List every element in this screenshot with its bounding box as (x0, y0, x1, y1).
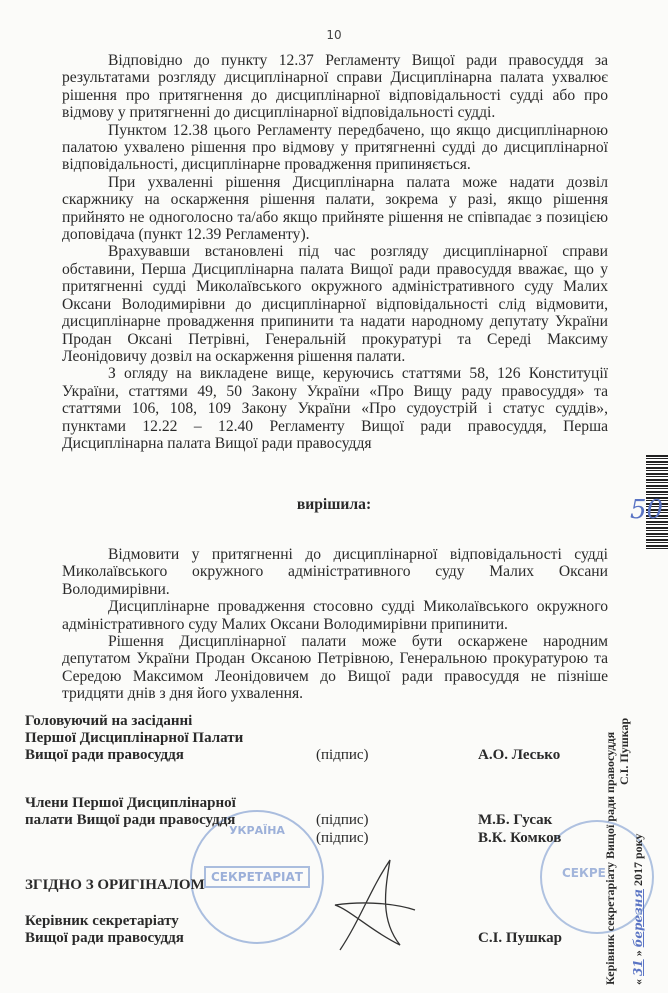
handwritten-signature (330, 850, 420, 960)
members-line: Члени Першої Дисциплінарної (25, 795, 236, 811)
decision-paragraph: Дисциплінарне провадження стосовно судді Миколаївського окружного адміністративного суду Малих Оксани Володимирівни припинити. (62, 598, 608, 633)
member1-sign: (підпис) (316, 812, 369, 828)
stamp-top-text: УКРАЇНА (229, 824, 285, 837)
paragraph: Відповідно до пункту 12.37 Регламенту Вищої ради правосуддя за результатами розгляду дисциплінарної справи Дисциплінарна палата ухвалює рішення про притягнення до дисциплінарної відповідальності судді або про відмову у притягненні до дисциплінарної відповідальності судді. (62, 52, 608, 122)
paragraph: З огляду на викладене вище, керуючись статтями 58, 126 Конституції України, статтями 49, 50 Закону України «Про Вищу раду правосуддя» та статтями 106, 108, 109 Закону України «Про судоустрій і статус суддів», пунктами 12.22 – 12.40 Регламенту Вищої ради правосуддя, Перша Дисциплінарна палата Вищої ради правосуддя (62, 365, 608, 452)
decision-paragraph: Відмовити у притягненні до дисциплінарної відповідальності судді Миколаївського окружного адміністративного суду Малих Оксани Володимирівни. (62, 546, 608, 598)
side-note-title: Керівник секретаріату Вищої ради правосуддя (603, 731, 617, 985)
member1-name: М.Б. Гусак (478, 812, 553, 828)
decision-paragraph: Рішення Дисциплінарної палати може бути оскаржене народним депутатом України Продан Оксаною Петрівною, Генеральною прокуратурою та Середою Максимом Леонідовичем до Вищої ради правосуддя не пізніше тридцяти днів з дня його ухвалення. (62, 633, 608, 703)
head-title (25, 913, 184, 947)
date-month: березня (631, 889, 645, 948)
chair-name: А.О. Лесько (478, 747, 561, 763)
date-day: 31 (631, 959, 645, 976)
margin-mark: 50 (630, 495, 664, 525)
head-line: Вищої ради правосуддя (25, 930, 184, 946)
head-name: С.І. Пушкар (478, 930, 563, 946)
reasoning-section (62, 52, 608, 452)
chair-line: Першої Дисциплінарної Палати (25, 730, 244, 746)
chair-title (25, 713, 243, 764)
paragraph: При ухваленні рішення Дисциплінарна палата може надати дозвіл скаржнику на оскарження рішення палати, зокрема у разі, якщо рішення прийнято не одноголосно та/або якщо прийняте рішення не співпадає з позицією доповідача (пункт 12.39 Регламенту). (62, 173, 608, 244)
member2-name: В.К. Комков (478, 830, 562, 846)
certification-note (603, 665, 645, 985)
quote-open: « (631, 979, 645, 985)
side-note-name: С.І. Пушкар (617, 717, 631, 785)
paragraph: Пунктом 12.38 цього Регламенту передбачено, що якщо дисциплінарною палатою ухвалено рішення про відмову у притягненні судді до дисциплінарної відповідальності, дисциплінарне провадження припиняється. (62, 121, 608, 174)
secretariat-stamp (190, 810, 324, 944)
members-title (25, 795, 236, 829)
page-number: 10 (326, 28, 342, 42)
certified-copy-label: ЗГІДНО З ОРИГІНАЛОМ (25, 877, 205, 893)
quote-close: » (631, 950, 645, 957)
chair-line: Головуючий на засіданні (25, 713, 193, 729)
paragraph: Врахувавши встановлені під час розгляду дисциплінарної справи обставини, Перша Дисциплінарна палата Вищої ради правосуддя вважає, що у притягненні судді Миколаївського окружного адміністративного суду Малих Оксани Володимирівни до дисциплінарної відповідальності слід відмовити, дисциплінарне провадження припинити та надати народному депутату України Продан Оксані Петрівні, Генеральній прокуратурі та Середі Максиму Леонідовичу дозвіл на оскарження рішення палати. (62, 243, 608, 365)
verdict-heading: вирішила: (296, 496, 372, 513)
date-year: 2017 року (631, 833, 645, 886)
members-line: палати Вищої ради правосуддя (25, 812, 236, 828)
chair-line: Вищої ради правосуддя (25, 747, 184, 763)
chair-sign: (підпис) (316, 747, 369, 763)
decision-section (62, 546, 608, 703)
head-line: Керівник секретаріату (25, 913, 179, 929)
stamp-center-text: СЕКРЕТАРІАТ (204, 866, 310, 888)
member2-sign: (підпис) (316, 830, 369, 846)
stamp-right-text: СЕКРЕ (562, 866, 606, 880)
side-note-date (631, 665, 645, 985)
